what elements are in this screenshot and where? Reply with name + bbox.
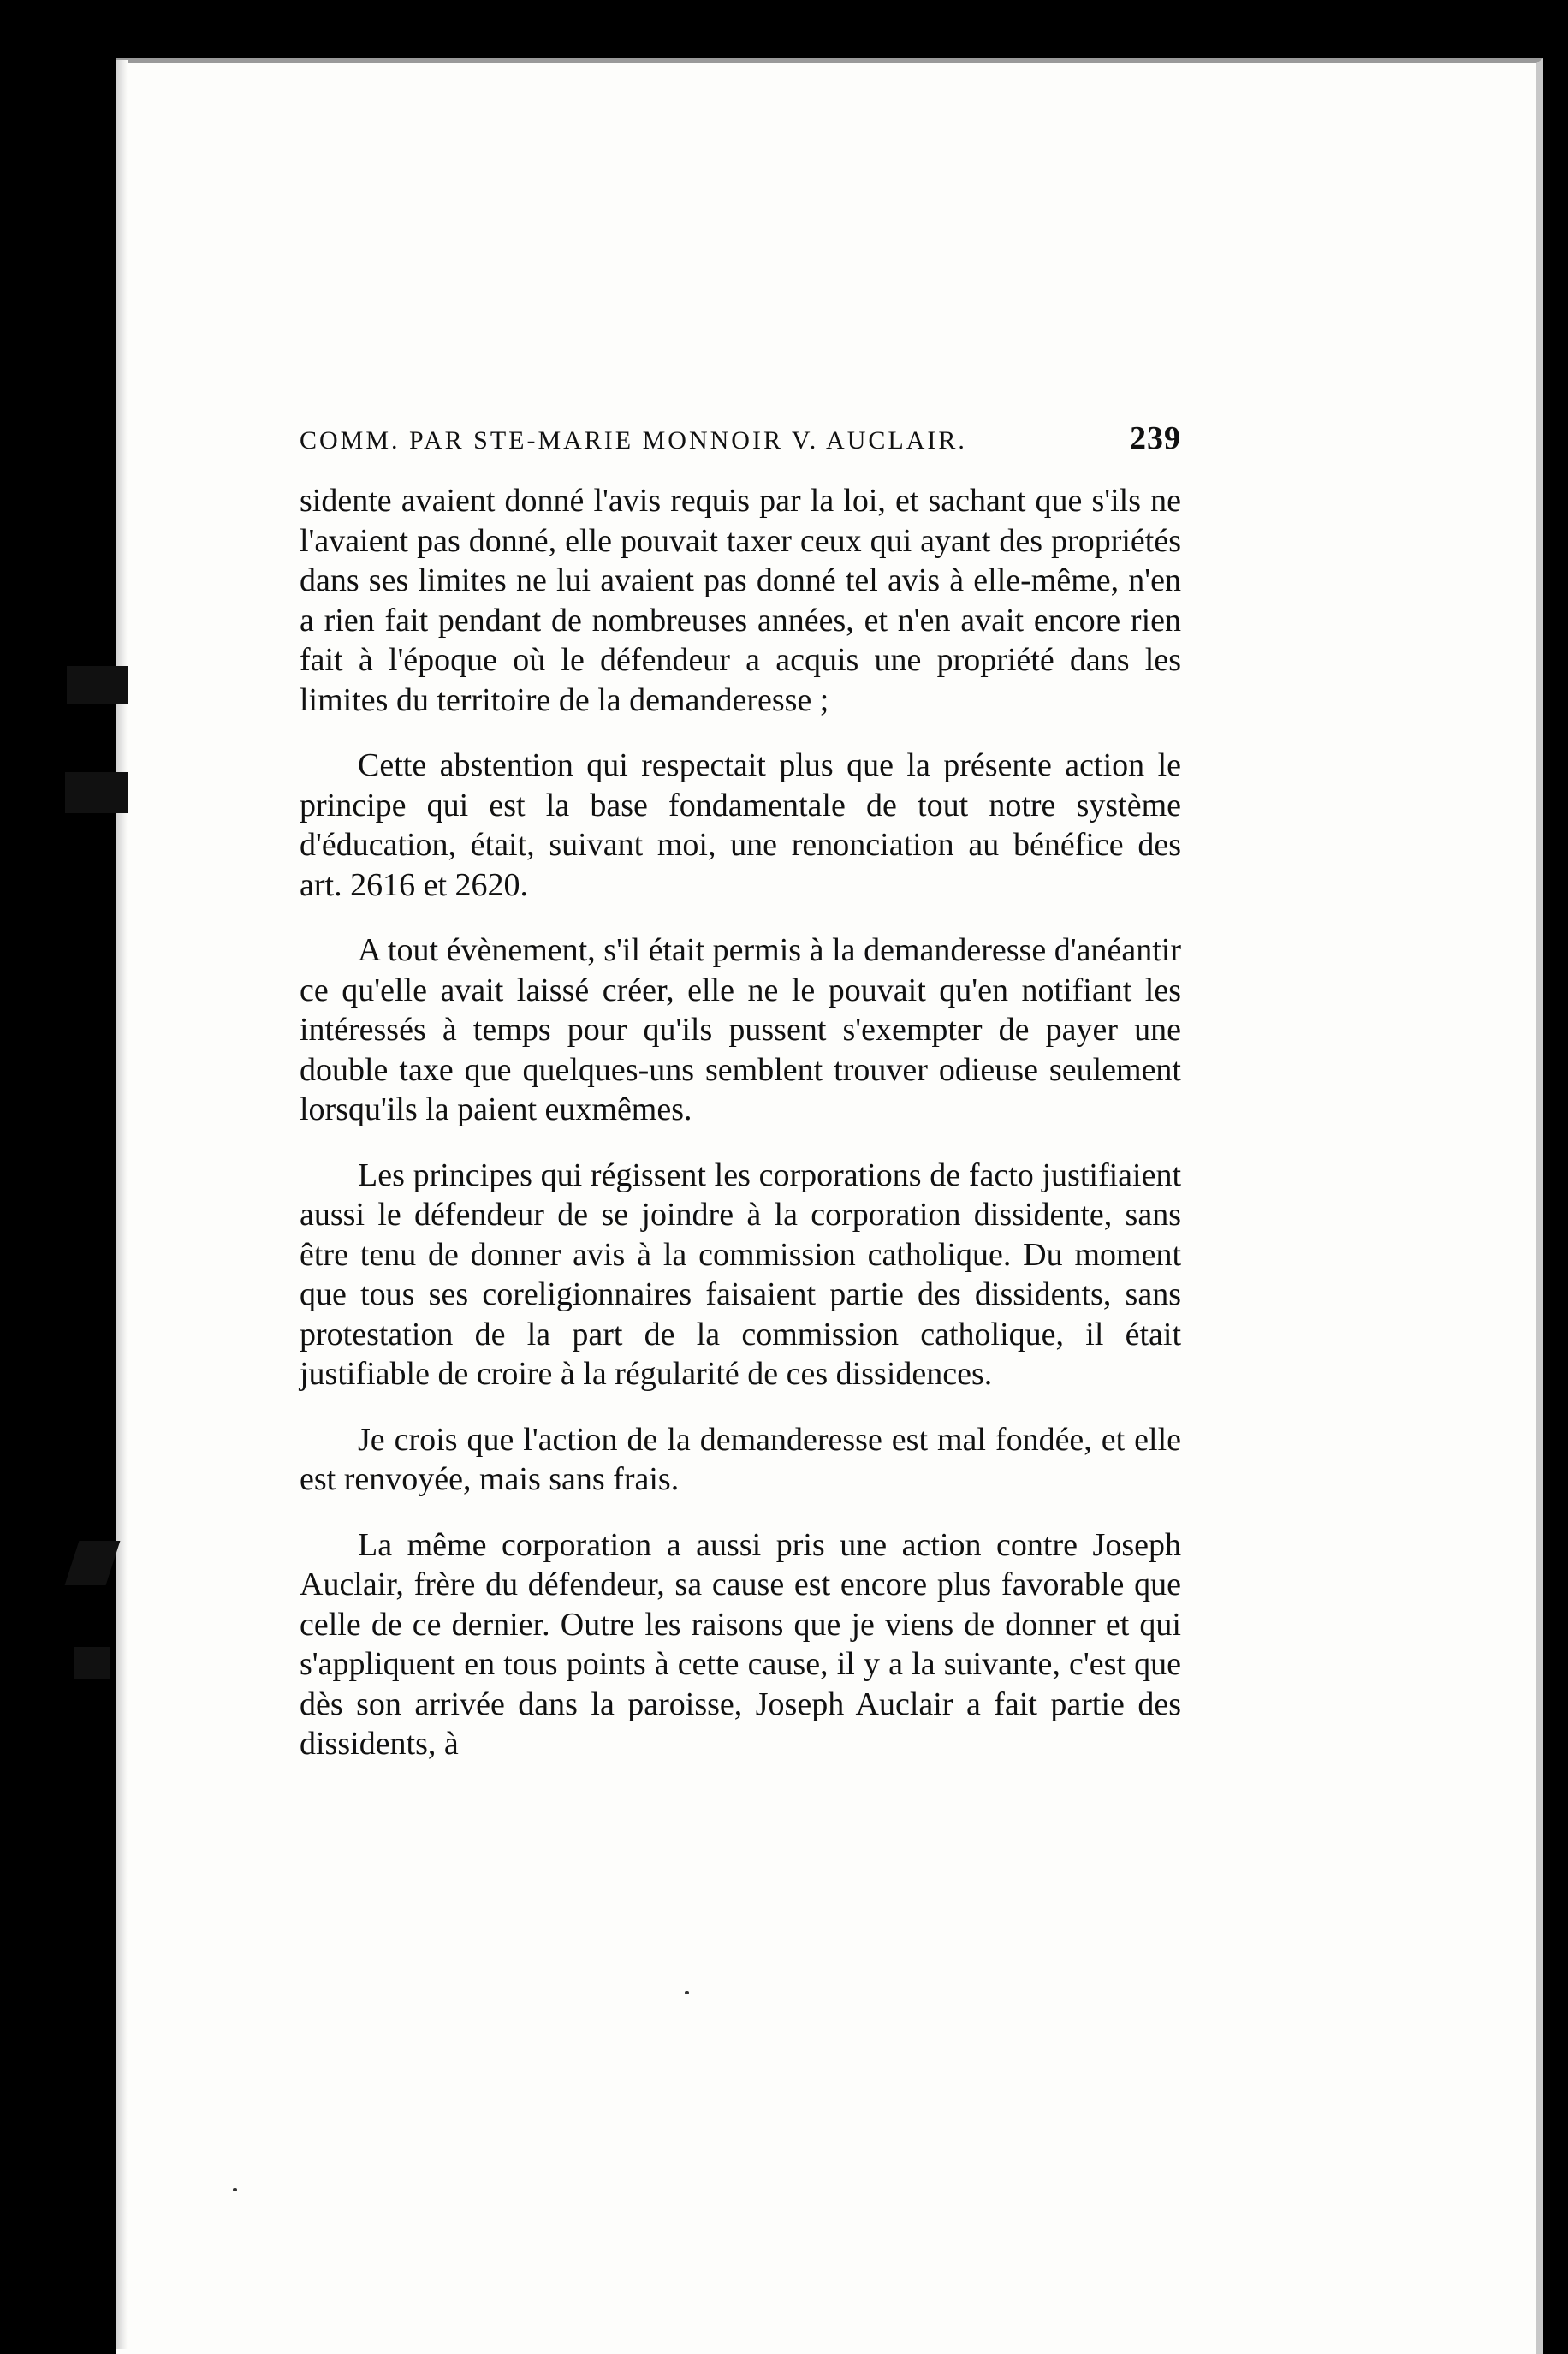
page-content (300, 419, 1181, 1790)
paragraph: La même corporation a aussi pris une action contre Joseph Auclair, frère du défendeur, sa cause est encore plus favorable que celle de ce dernier. Outre les raisons que je viens de donner et qui s'appliquent en tous points à cette cause, il y a la suivante, c'est que dès son arrivée dans la paroisse, Joseph Auclair a fait partie des dissidents, à (300, 1526, 1181, 1762)
paragraph: Les principes qui régissent les corporations de facto justifiaient aussi le défendeur de se joindre à la corporation dissidente, sans être tenu de donner avis à la commission catholique. Du moment que tous ses coreligionnaires faisaient partie des dissidents, sans protestation de la part de la commission catholique, il était justifiable de croire à la régularité de ces dissidences. (300, 1156, 1181, 1392)
paper-speck (685, 1991, 689, 1994)
binding-mark (65, 1541, 121, 1585)
paper-speck (233, 2188, 237, 2191)
paragraph: Cette abstention qui respectait plus que la présente action le principe qui est la base fondamentale de tout notre système d'éducation, était, suivant moi, une renonciation au bénéfice des art. 2616 et 2620. (300, 747, 1181, 903)
binding-mark (67, 666, 128, 704)
running-head (300, 419, 1181, 457)
binding-mark (65, 772, 128, 813)
page-number: 239 (1130, 420, 1181, 456)
paragraph: Je crois que l'action de la demanderesse est mal fondée, et elle est renvoyée, mais sans frais. (300, 1421, 1181, 1497)
binding-mark (74, 1647, 110, 1679)
running-head-title: COMM. PAR STE-MARIE MONNOIR V. AUCLAIR. (300, 426, 967, 455)
paragraph: A tout évènement, s'il était permis à la demanderesse d'anéantir ce qu'elle avait laissé créer, elle ne le pouvait qu'en notifiant les intéressés à temps pour qu'ils pussent s'exempter de payer une double taxe que quelques-uns semblent trouver odieuse seulement lorsqu'ils la paient euxmêmes. (300, 932, 1181, 1127)
page-gutter (116, 60, 128, 2349)
paragraph: sidente avaient donné l'avis requis par la loi, et sachant que s'ils ne l'avaient pas donné, elle pouvait taxer ceux qui ayant des propriétés dans ses limites ne lui avaient pas donné tel avis à elle-même, n'en a rien fait pendant de nombreuses années, et n'en avait encore rien fait à l'époque où le défendeur a acquis une propriété dans les limites du territoire de la demanderesse ; (300, 483, 1181, 718)
